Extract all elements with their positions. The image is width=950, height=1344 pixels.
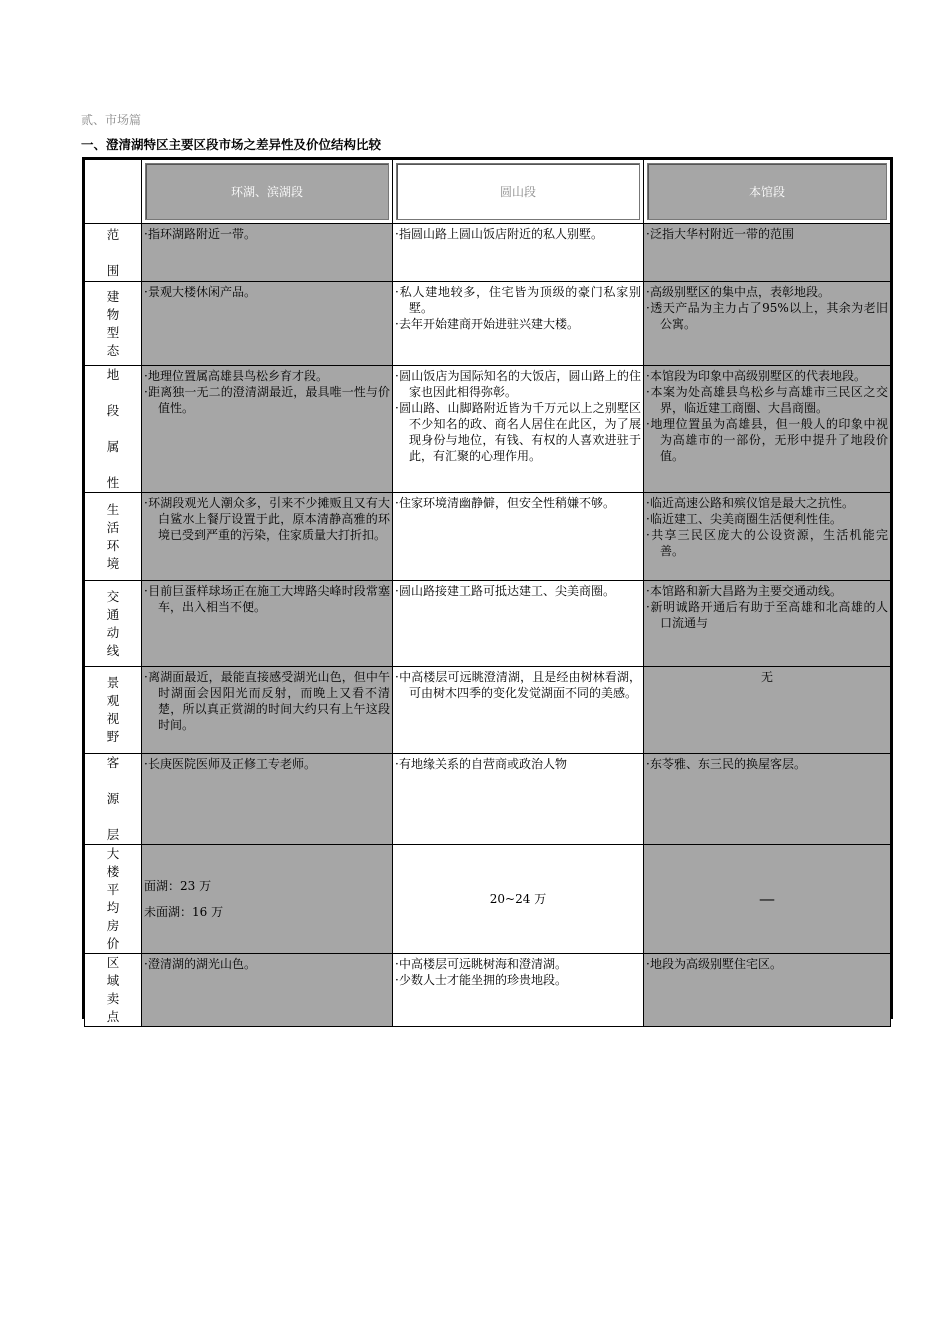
bullet-text: · 距离独一无二的澄清湖最近，最具唯一性与价值性。 (144, 384, 390, 416)
table-row (85, 366, 891, 493)
bullet-text: · 中高楼层可远眺澄清湖，且是经由树林看湖，可由树木四季的变化发觉湖面不同的美感。 (395, 669, 641, 701)
price-text: 20~24 万 (489, 892, 547, 906)
bullet-text: · 东苓雅、东三民的换屋客层。 (646, 756, 888, 772)
row-label-text: 范 围 (106, 226, 120, 278)
table-row (85, 754, 891, 845)
bullet-text: · 泛指大华村附近一带的范围 (646, 226, 888, 242)
row-label-text: 交 通 动 线 (106, 588, 120, 658)
row-label (85, 224, 142, 282)
comparison-table (82, 157, 893, 1024)
row-label-text: 地 段 属 性 (106, 367, 120, 490)
bullet-text: · 圆山路接建工路可抵达建工、尖美商圈。 (395, 583, 641, 599)
row-label-text: 建 物 型 态 (106, 288, 120, 358)
row-label-text: 客 源 层 (106, 755, 120, 842)
table-row (85, 954, 891, 1027)
table-row (85, 493, 891, 581)
price-line: 未面湖：16 万 (144, 905, 224, 919)
table-row (85, 845, 891, 954)
bullet-text: · 住家环境清幽静僻，但安全性稍嫌不够。 (395, 495, 641, 511)
column-header: 本馆段 (647, 163, 887, 220)
bullet-text: · 本案为处高雄县鸟松乡与高雄市三民区之交界，临近建工商圈、大昌商圈。 (646, 384, 888, 416)
bullet-text: · 地理位置虽为高雄县，但一般人的印象中视为高雄市的一部份，无形中提升了地段价值。 (646, 416, 888, 464)
document-title: 一、澄清湖特区主要区段市场之差异性及价位结构比较 (81, 137, 382, 152)
bullet-text: · 离湖面最近，最能直接感受湖光山色，但中午时湖面会因阳光而反射，而晚上又看不清楚，所以真正赏湖的时间大约只有上午这段时间。 (144, 669, 390, 733)
row-label (85, 493, 142, 581)
bullet-text: · 圆山饭店为国际知名的大饭店，圆山路上的住家也因此相得弥彰。 (395, 368, 641, 400)
row-label (85, 954, 142, 1027)
bullet-text: · 少数人士才能坐拥的珍贵地段。 (395, 972, 641, 988)
column-header: 圆山段 (396, 163, 640, 220)
bullet-text: · 环湖段观光人潮众多，引来不少摊贩且又有大白鲨水上餐厅设置于此，原本清静高雅的环境已受到严重的污染，住家质量大打折扣。 (144, 495, 390, 543)
section-heading: 贰、市场篇 (81, 113, 142, 127)
row-label (85, 754, 142, 845)
bullet-text: · 景观大楼休闲产品。 (144, 284, 390, 300)
bullet-text: · 地理位置属高雄县鸟松乡育才段。 (144, 368, 390, 384)
bullet-text: · 澄清湖的湖光山色。 (144, 956, 390, 972)
bullet-text: · 指环湖路附近一带。 (144, 226, 390, 242)
row-label-text: 大 楼 平 均 房 价 (106, 846, 120, 951)
bullet-text: · 目前巨蛋样球场正在施工大埤路尖峰时段常塞车，出入相当不便。 (144, 583, 390, 615)
row-label (85, 581, 142, 667)
bullet-text: · 私人建地较多，住宅皆为顶级的豪门私家别墅。 (395, 284, 641, 316)
bullet-text: · 地段为高级别墅住宅区。 (646, 956, 888, 972)
bullet-text: · 临近建工、尖美商圈生活便利性佳。 (646, 511, 888, 527)
row-label-text: 区 域 卖 点 (106, 955, 120, 1024)
table-row (85, 667, 891, 754)
bullet-text: · 新明诚路开通后有助于至高雄和北高雄的人口流通与 (646, 599, 888, 631)
row-label-text: 景 观 视 野 (106, 675, 120, 744)
price-text: — (759, 888, 775, 908)
row-label (85, 282, 142, 366)
row-label (85, 667, 142, 754)
cell-text: 无 (760, 670, 773, 684)
row-label (85, 845, 142, 954)
bullet-text: · 透天产品为主力占了95%以上，其余为老旧公寓。 (646, 300, 888, 332)
bullet-text: · 共享三民区庞大的公设资源，生活机能完善。 (646, 527, 888, 559)
bullet-text: · 本馆路和新大昌路为主要交通动线。 (646, 583, 888, 599)
row-label (85, 366, 142, 493)
bullet-text: · 高级别墅区的集中点，表彰地段。 (646, 284, 888, 300)
column-header: 环湖、滨湖段 (145, 163, 389, 220)
table-row (85, 224, 891, 282)
bullet-text: · 长庚医院医师及正修工专老师。 (144, 756, 390, 772)
bullet-text: · 圆山路、山脚路附近皆为千万元以上之别墅区不少知名的政、商名人居住在此区，为了展现身份与地位，有钱、有权的人喜欢进驻于此，有汇聚的心理作用。 (395, 400, 641, 464)
bullet-text: · 有地缘关系的自营商或政治人物 (395, 756, 641, 772)
bullet-text: · 临近高速公路和殡仪馆是最大之抗性。 (646, 495, 888, 511)
bullet-text: · 中高楼层可远眺树海和澄清湖。 (395, 956, 641, 972)
bullet-text: · 去年开始建商开始进驻兴建大楼。 (395, 316, 641, 332)
price-line: 面湖：23 万 (144, 879, 212, 893)
bullet-text: · 指圆山路上圆山饭店附近的私人别墅。 (395, 226, 641, 242)
row-label-text: 生 活 环 境 (106, 501, 120, 571)
table-row (85, 581, 891, 667)
table-row (85, 282, 891, 366)
header-row (85, 160, 891, 224)
corner-cell (85, 160, 142, 224)
bullet-text: · 本馆段为印象中高级别墅区的代表地段。 (646, 368, 888, 384)
